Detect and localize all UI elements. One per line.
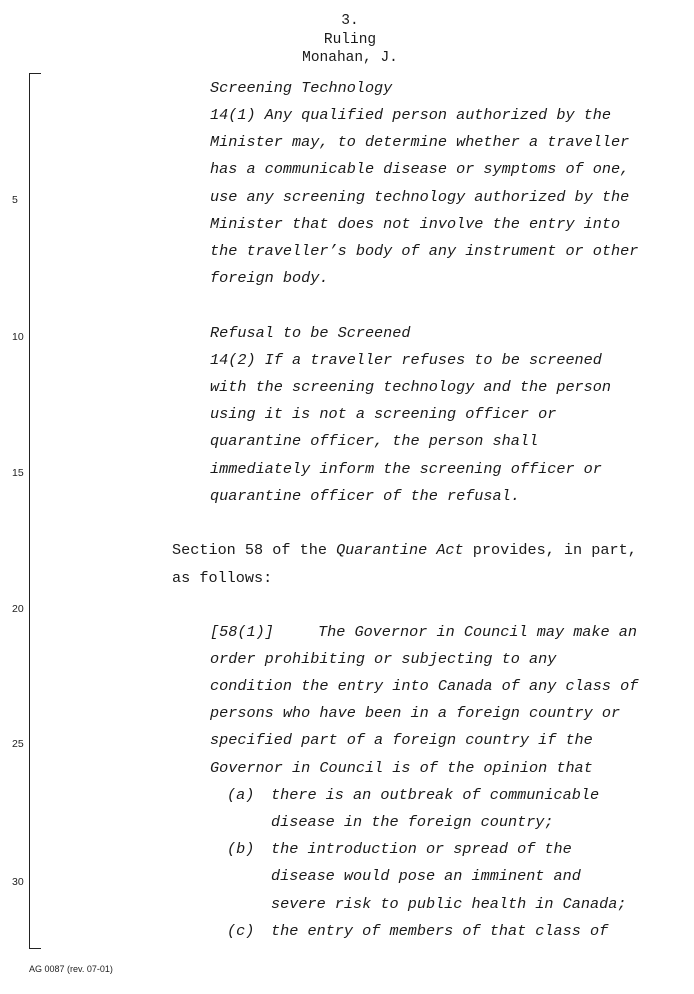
- sec58-line: order prohibiting or subjecting to any: [210, 650, 557, 668]
- form-footer: AG 0087 (rev. 07-01): [29, 964, 113, 974]
- page-number: 3.: [341, 13, 359, 29]
- intro-line-2: as follows:: [172, 569, 273, 587]
- sec58-line: specified part of a foreign country if the: [210, 731, 593, 749]
- sec14-2-line: quarantine officer, the person shall: [210, 432, 539, 450]
- intro-line-1: [172, 540, 637, 560]
- intro-text: provides, in part,: [463, 541, 637, 559]
- sec14-2-line: with the screening technology and the person: [210, 378, 612, 396]
- line-number-25: 25: [12, 738, 24, 750]
- sec14-1-heading: Screening Technology: [210, 79, 393, 97]
- line-number-10: 10: [12, 331, 24, 343]
- sec14-2-line: immediately inform the screening officer or: [210, 460, 602, 478]
- sec14-1-line: the traveller’s body of any instrument or other: [210, 242, 639, 260]
- sec14-2-line: using it is not a screening officer or: [210, 405, 557, 423]
- sec14-1-line: foreign body.: [210, 269, 329, 287]
- sec14-2-heading: Refusal to be Screened: [210, 324, 411, 342]
- line-number-15: 15: [12, 467, 24, 479]
- ruling-title: Ruling: [323, 32, 377, 48]
- sec58-line: Governor in Council is of the opinion that: [210, 759, 593, 777]
- line-number-20: 20: [12, 603, 24, 615]
- sec58-line: persons who have been in a foreign country or: [210, 704, 621, 722]
- item-b-label: (b): [227, 840, 255, 858]
- line-number-5: 5: [12, 194, 18, 206]
- item-c-line: the entry of members of that class of: [271, 922, 609, 940]
- sec58-line: condition the entry into Canada of any class of: [210, 677, 639, 695]
- sec58-line: The Governor in Council may make an: [318, 623, 637, 641]
- item-a-line: disease in the foreign country;: [271, 813, 554, 831]
- act-title: Quarantine Act: [336, 541, 464, 559]
- sec14-2-line: quarantine officer of the refusal.: [210, 487, 520, 505]
- sec14-1-line: Minister may, to determine whether a traveller: [210, 133, 630, 151]
- sec14-1-line: has a communicable disease or symptoms of one,: [210, 160, 630, 178]
- item-a-label: (a): [227, 786, 255, 804]
- margin-bracket: [29, 73, 41, 949]
- line-number-30: 30: [12, 876, 24, 888]
- intro-text: Section 58 of the: [172, 541, 337, 559]
- judge-name: Monahan, J.: [302, 50, 398, 66]
- item-b-line: disease would pose an imminent and: [271, 867, 581, 885]
- item-c-label: (c): [227, 922, 255, 940]
- item-b-line: the introduction or spread of the: [271, 840, 572, 858]
- item-a-line: there is an outbreak of communicable: [271, 786, 600, 804]
- sec14-1-line: Minister that does not involve the entry into: [210, 215, 621, 233]
- sec14-1-line: 14(1) Any qualified person authorized by the: [210, 106, 612, 124]
- sec14-1-line: use any screening technology authorized by the: [210, 188, 630, 206]
- item-b-line: severe risk to public health in Canada;: [271, 895, 627, 913]
- sec14-2-line: 14(2) If a traveller refuses to be screened: [210, 351, 602, 369]
- sec58-label: [58(1)]: [210, 623, 274, 641]
